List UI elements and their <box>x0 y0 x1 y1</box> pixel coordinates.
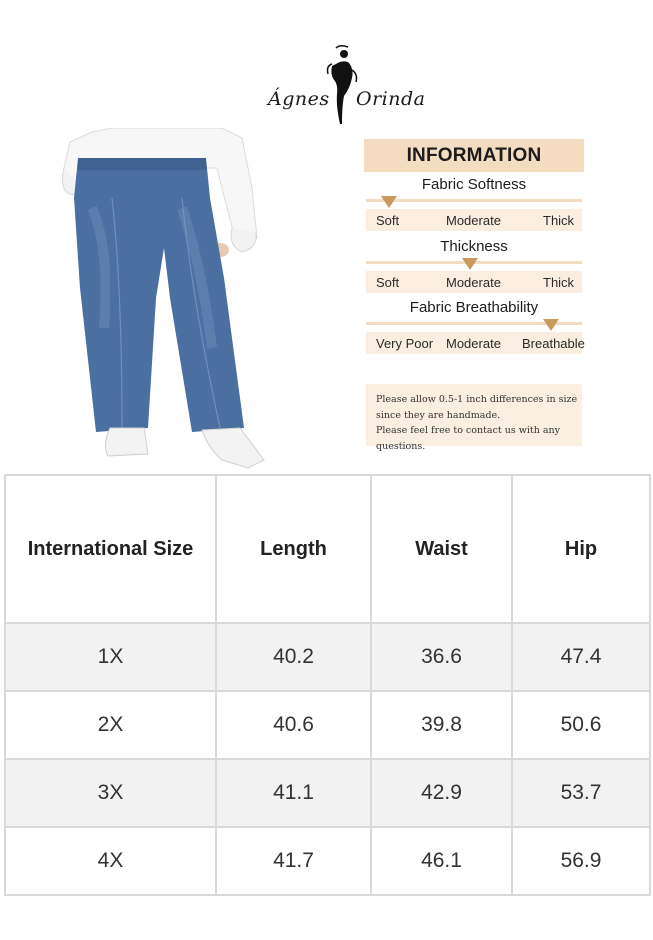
cell-waist: 39.8 <box>371 691 512 759</box>
scale-mid-label: Moderate <box>446 336 501 351</box>
cell-waist: 42.9 <box>371 759 512 827</box>
table-row <box>5 623 650 691</box>
cell-size: 1X <box>5 623 216 691</box>
scale-high-label: Thick <box>543 275 575 290</box>
scale-low-label: Soft <box>376 213 400 228</box>
scale-marker-icon <box>462 258 478 270</box>
logo-text-left: Ágnes <box>268 88 330 110</box>
logo-text-right: Orinda <box>356 88 426 110</box>
cell-size: 3X <box>5 759 216 827</box>
scale-band-thickness <box>366 271 582 293</box>
scale-line <box>366 199 582 202</box>
cell-hip: 50.6 <box>512 691 650 759</box>
cell-size: 2X <box>5 691 216 759</box>
scale-marker-icon <box>543 319 559 331</box>
table-header-row <box>5 475 650 623</box>
header-international-size: International Size <box>5 475 216 623</box>
cell-waist: 36.6 <box>371 623 512 691</box>
note-line: since they are handmade. <box>376 409 501 421</box>
information-heading: INFORMATION <box>364 139 584 172</box>
note-line: Please feel free to contact us with any questions. <box>376 425 561 452</box>
scale-marker-icon <box>381 196 397 208</box>
scale-mid-label: Moderate <box>446 213 501 228</box>
table-row <box>5 691 650 759</box>
table-row <box>5 827 650 895</box>
cell-size: 4X <box>5 827 216 895</box>
scale-low-label: Soft <box>376 275 400 290</box>
cell-hip: 53.7 <box>512 759 650 827</box>
scale-high-label: Breathable <box>522 336 585 351</box>
cell-length: 41.7 <box>216 827 371 895</box>
cell-length: 40.2 <box>216 623 371 691</box>
scale-band-breathability <box>366 332 585 354</box>
metric-label-fabric-softness: Fabric Softness <box>421 176 527 193</box>
brand-logo <box>262 44 426 130</box>
size-chart-table <box>4 474 651 896</box>
scale-low-label: Very Poor <box>376 336 434 351</box>
model-jeans-image <box>52 128 282 474</box>
table-row <box>5 759 650 827</box>
metric-label-thickness: Thickness <box>440 238 508 255</box>
scale-high-label: Thick <box>543 213 575 228</box>
header-length: Length <box>216 475 371 623</box>
cell-waist: 46.1 <box>371 827 512 895</box>
note-line: Please allow 0.5-1 inch differences in size <box>376 394 578 405</box>
cell-length: 41.1 <box>216 759 371 827</box>
metric-label-fabric-breathability: Fabric Breathability <box>409 299 539 316</box>
header-waist: Waist <box>371 475 512 623</box>
cell-length: 40.6 <box>216 691 371 759</box>
header-hip: Hip <box>512 475 650 623</box>
scale-band-softness <box>366 209 582 231</box>
size-note <box>366 384 582 452</box>
logo-figure-icon <box>322 44 362 130</box>
cell-hip: 47.4 <box>512 623 650 691</box>
cell-hip: 56.9 <box>512 827 650 895</box>
scale-mid-label: Moderate <box>446 275 501 290</box>
